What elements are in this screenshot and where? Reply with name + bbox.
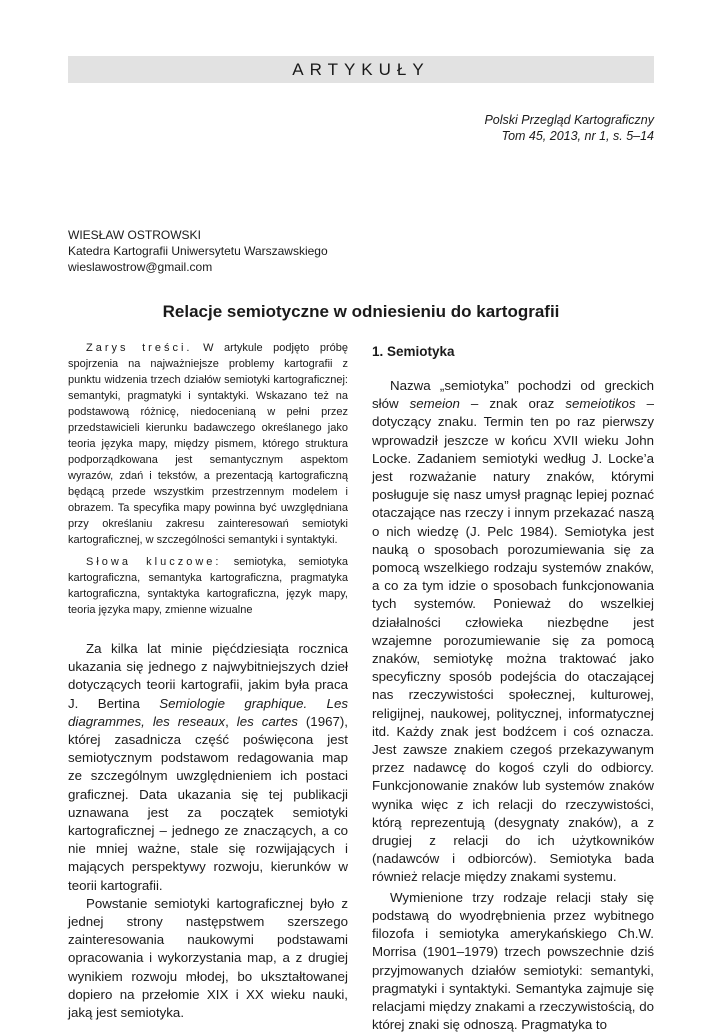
intro-p1-part-b: , <box>225 713 237 729</box>
keywords-label: Słowa kluczowe: <box>86 556 222 568</box>
section-p1-part-b: – znak oraz <box>459 396 566 412</box>
author-block <box>68 227 328 275</box>
intro-paragraph-1 <box>68 640 348 895</box>
section-paragraph-2: Wymienione trzy rodzaje relacji stały się podstawą do wyodrębnienia przez wybitnego filozofa i semiotyka amerykańskiego Ch.W. Morrisa (1901–1979) trzech powszechnie dziś przyjmowanych działów semiotyki: semantyki, pragmatyki i syntaktyki. Semantyka zajmuje się relacjami między znakami a rzeczywistością, do której znaki się odnoszą. Pragmatyka to <box>372 889 654 1033</box>
intro-p1-part-c: (1967), której zasadnicza część poświęcona jest semiotycznym podstawom redagowania map ze szczególnym uwzględnieniem ich postaci graficznej. Data ukazania się tej publikacji uznawana jest za początek semiotyki kartograficznej – jednego ze znaczących, a co nie mniej ważne, stale się rozwijających i mających perspektywy rozwoju, kierunków w teorii kartografii. <box>68 713 348 893</box>
abstract-text: W artykule podjęto próbę spojrzenia na najważniejsze problemy kartografii z punktu widzenia trzech działów semiotyki kartograficznej: semantyki, pragmatyki i syntaktyki. Wskazano też na podstawową różnicę, niedocenianą w pełni przez przedstawicieli kierunku badawczego określanego jako teoria języka mapy, między pismem, którego struktura podporządkowana jest semantycznym aspektom wyrazów, zdań i tekstów, a prezentacją kartograficzną będącą przede wszystkim przestrzennym modelem i obrazem. Ta specyfika mapy powinna być uwzględniana przy określaniu zakresu zainteresowań semiotyki kartograficznej, w szczególności semantyki i syntaktyki. <box>68 342 348 546</box>
article-title: Relacje semiotyczne w odniesieniu do kartografii <box>162 302 560 321</box>
intro-p1-title-italic: Semiologie graphique. Les diagrammes, les reseaux <box>68 695 348 729</box>
intro-paragraph-2: Powstanie semiotyki kartograficznej było z jednej strony następstwem szerszego zainteresowania naukowymi podstawami opracowania i wykorzystania map, a z drugiej wynikiem rozwoju młodej, bo ukształtowanej dopiero na przełomie XIX i XX wieku nauki, jaką jest semiotyka. <box>68 895 348 1021</box>
section-p1-italic-1: semeion <box>409 396 460 412</box>
intro-text <box>68 640 348 1022</box>
intro-p1-part-a: Za kilka lat minie pięćdziesiąta rocznica ukazania się jednego z najwybitniejszych dzieł dotyczących teorii kartografii, jakim była praca J. Bertina <box>68 641 348 711</box>
keywords-text: semiotyka, semiotyka kartograficzna, semantyka kartograficzna, pragmatyka kartograficzna, syntaktyka kartograficzna, język mapy, teoria języka mapy, zmienne wizualne <box>68 556 348 616</box>
right-column <box>372 340 654 1034</box>
left-column <box>68 340 348 1022</box>
section-p1-part-c: – dotyczący znaku. Termin ten po raz pierwszy wprowadził jeszcze w końcu XVII wieku John Locke. Zadaniem semiotyki według J. Locke’a jest rozważanie natury znaków, którymi posługuje się nasz umysł pragnąc lepiej poznać otaczające nas rzeczy i innym przekazać naszą o nich wiedzę (J. Pelc 1984). Semiotyka jest nauką o sposobach porozumiewania się za pomocą wszelkiego rodzaju systemów znaków, a co za tym idzie o sposobach funkcjonowania tych systemów. Ponieważ do wszelkiej działalności człowieka niezbędne jest wzajemne porozumiewanie się za pomocą znaków, semiotykę można traktować jako specyficzny sposób podejścia do otaczającej nas rzeczywistości społecznej, kulturowej, religijnej, naukowej, politycznej, informatycznej itd. Każdy znak jest bodźcem i coś oznacza. Jest zawsze znakiem czegoś przekazywanym przez nadawcę do kogoś czyli do odbiorcy. Funkcjonowanie znaków lub systemów znaków wynika więc z ich relacji do rzeczywistości, którą reprezentują (desygnaty znaków), a z drugiej z relacji do ich użytkowników (nadawców i odbiorców). Semiotyka bada również relacje między znakami systemu. <box>372 396 654 885</box>
author-name: WIESŁAW OSTROWSKI <box>68 228 201 242</box>
abstract-label: Zarys treści. <box>86 342 193 354</box>
abstract-paragraph <box>68 340 348 548</box>
section-p1-italic-2: semeiotikos <box>565 396 636 412</box>
intro-p1-title-italic-2: les cartes <box>236 713 298 729</box>
section-heading: 1. Semiotyka <box>372 344 455 359</box>
section-text <box>372 377 654 1034</box>
keywords-paragraph <box>68 554 348 618</box>
abstract <box>68 340 348 618</box>
section-paragraph-1 <box>372 377 654 887</box>
section-title: ARTYKUŁY <box>292 60 430 79</box>
section-p1-part-a: Nazwa „semiotyka” pochodzi od greckich słów <box>372 378 654 412</box>
journal-volume: Tom 45, 2013, nr 1, s. 5–14 <box>501 129 654 143</box>
author-affiliation: Katedra Kartografii Uniwersytetu Warszawskiego <box>68 244 328 258</box>
journal-name: Polski Przegląd Kartograficzny <box>484 113 654 127</box>
journal-citation <box>484 112 654 144</box>
author-email[interactable]: wieslawostrow@gmail.com <box>68 260 213 274</box>
